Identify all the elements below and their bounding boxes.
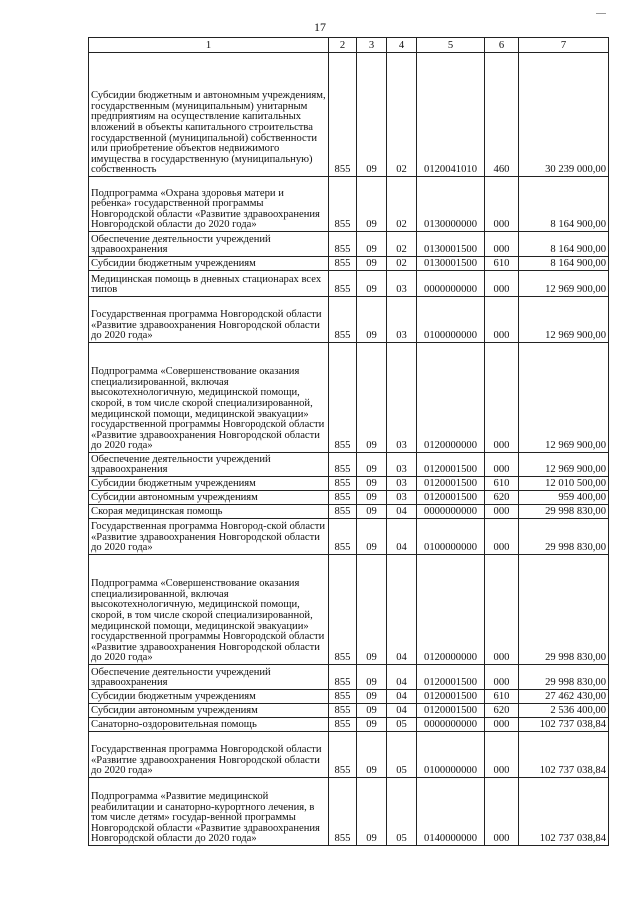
row-expense-type: 000 bbox=[485, 232, 519, 257]
row-ministry: 855 bbox=[329, 505, 357, 519]
row-subsection: 03 bbox=[387, 477, 417, 491]
row-target: 0120001500 bbox=[417, 477, 485, 491]
row-ministry: 855 bbox=[329, 519, 357, 555]
row-name: Обеспечение деятельности учреждений здравоохранения bbox=[89, 453, 329, 477]
row-subsection: 04 bbox=[387, 555, 417, 665]
row-ministry: 855 bbox=[329, 732, 357, 778]
row-target: 0120001500 bbox=[417, 453, 485, 477]
row-amount: 27 462 430,00 bbox=[519, 690, 609, 704]
row-section: 09 bbox=[357, 665, 387, 690]
row-subsection: 03 bbox=[387, 453, 417, 477]
row-subsection: 05 bbox=[387, 732, 417, 778]
row-name: Государственная программа Новгородской области «Развитие здравоохранения Новгородской области до 2020 года» bbox=[89, 732, 329, 778]
row-name: Субсидии автономным учреждениям bbox=[89, 704, 329, 718]
row-subsection: 02 bbox=[387, 53, 417, 177]
row-section: 09 bbox=[357, 343, 387, 453]
row-section: 09 bbox=[357, 232, 387, 257]
row-subsection: 02 bbox=[387, 232, 417, 257]
row-ministry: 855 bbox=[329, 718, 357, 732]
row-amount: 12 969 900,00 bbox=[519, 297, 609, 343]
table-row bbox=[89, 718, 609, 732]
row-target: 0120001500 bbox=[417, 690, 485, 704]
row-amount: 102 737 038,84 bbox=[519, 732, 609, 778]
budget-table bbox=[88, 37, 609, 846]
row-expense-type: 000 bbox=[485, 271, 519, 297]
row-subsection: 04 bbox=[387, 519, 417, 555]
row-expense-type: 000 bbox=[485, 177, 519, 232]
row-subsection: 03 bbox=[387, 271, 417, 297]
row-section: 09 bbox=[357, 690, 387, 704]
header-col-3: 3 bbox=[357, 38, 387, 53]
row-expense-type: 000 bbox=[485, 778, 519, 846]
row-ministry: 855 bbox=[329, 555, 357, 665]
row-expense-type: 000 bbox=[485, 519, 519, 555]
row-ministry: 855 bbox=[329, 232, 357, 257]
row-section: 09 bbox=[357, 704, 387, 718]
row-target: 0000000000 bbox=[417, 505, 485, 519]
table-row bbox=[89, 690, 609, 704]
table-row bbox=[89, 778, 609, 846]
row-target: 0000000000 bbox=[417, 271, 485, 297]
row-section: 09 bbox=[357, 257, 387, 271]
row-subsection: 04 bbox=[387, 704, 417, 718]
row-subsection: 03 bbox=[387, 491, 417, 505]
row-expense-type: 000 bbox=[485, 453, 519, 477]
row-ministry: 855 bbox=[329, 297, 357, 343]
row-amount: 8 164 900,00 bbox=[519, 177, 609, 232]
row-section: 09 bbox=[357, 453, 387, 477]
row-amount: 29 998 830,00 bbox=[519, 665, 609, 690]
row-subsection: 04 bbox=[387, 505, 417, 519]
row-subsection: 02 bbox=[387, 257, 417, 271]
row-amount: 8 164 900,00 bbox=[519, 232, 609, 257]
header-col-2: 2 bbox=[329, 38, 357, 53]
row-amount: 8 164 900,00 bbox=[519, 257, 609, 271]
header-col-7: 7 bbox=[519, 38, 609, 53]
row-target: 0130001500 bbox=[417, 257, 485, 271]
row-expense-type: 000 bbox=[485, 732, 519, 778]
row-expense-type: 620 bbox=[485, 704, 519, 718]
row-subsection: 04 bbox=[387, 690, 417, 704]
table-row bbox=[89, 343, 609, 453]
table-row bbox=[89, 453, 609, 477]
row-name: Медицинская помощь в дневных стационарах всех типов bbox=[89, 271, 329, 297]
table-row bbox=[89, 53, 609, 177]
row-section: 09 bbox=[357, 778, 387, 846]
table-row bbox=[89, 232, 609, 257]
row-name: Подпрограмма «Охрана здоровья матери и ребенка» государственной программы Новгородской области «Развитие здравоохранения Новгородской области до 2020 года» bbox=[89, 177, 329, 232]
row-target: 0130001500 bbox=[417, 232, 485, 257]
row-name: Государственная программа Новгородской области «Развитие здравоохранения Новгородской области до 2020 года» bbox=[89, 297, 329, 343]
row-target: 0100000000 bbox=[417, 732, 485, 778]
row-expense-type: 000 bbox=[485, 505, 519, 519]
row-subsection: 05 bbox=[387, 778, 417, 846]
page-number: 17 bbox=[314, 20, 326, 34]
row-expense-type: 610 bbox=[485, 257, 519, 271]
row-target: 0120001500 bbox=[417, 704, 485, 718]
row-section: 09 bbox=[357, 732, 387, 778]
row-section: 09 bbox=[357, 177, 387, 232]
row-expense-type: 620 bbox=[485, 491, 519, 505]
row-amount: 29 998 830,00 bbox=[519, 505, 609, 519]
table-header bbox=[89, 38, 609, 53]
row-ministry: 855 bbox=[329, 704, 357, 718]
table-row bbox=[89, 555, 609, 665]
row-subsection: 04 bbox=[387, 665, 417, 690]
row-section: 09 bbox=[357, 505, 387, 519]
row-expense-type: 610 bbox=[485, 477, 519, 491]
row-target: 0120001500 bbox=[417, 491, 485, 505]
row-amount: 959 400,00 bbox=[519, 491, 609, 505]
row-ministry: 855 bbox=[329, 53, 357, 177]
row-ministry: 855 bbox=[329, 665, 357, 690]
table-body bbox=[89, 53, 609, 846]
table-row bbox=[89, 505, 609, 519]
row-section: 09 bbox=[357, 491, 387, 505]
header-row bbox=[89, 38, 609, 53]
row-ministry: 855 bbox=[329, 343, 357, 453]
table-row bbox=[89, 704, 609, 718]
row-target: 0120000000 bbox=[417, 555, 485, 665]
row-subsection: 03 bbox=[387, 297, 417, 343]
row-amount: 102 737 038,84 bbox=[519, 718, 609, 732]
row-section: 09 bbox=[357, 555, 387, 665]
corner-mark bbox=[596, 13, 606, 14]
row-target: 0120041010 bbox=[417, 53, 485, 177]
row-expense-type: 610 bbox=[485, 690, 519, 704]
row-expense-type: 000 bbox=[485, 555, 519, 665]
row-ministry: 855 bbox=[329, 491, 357, 505]
row-subsection: 05 bbox=[387, 718, 417, 732]
row-ministry: 855 bbox=[329, 257, 357, 271]
row-amount: 12 010 500,00 bbox=[519, 477, 609, 491]
row-amount: 2 536 400,00 bbox=[519, 704, 609, 718]
row-expense-type: 000 bbox=[485, 297, 519, 343]
row-name: Субсидии бюджетным и автономным учреждениям, государственным (муниципальным) унитарным предприятиям на осуществление капитальных вложений в объекты капитального строительства государственной (муниципальной) собственности или приобретение объектов недвижимого имущества в государственную (муниципальную) собственность bbox=[89, 53, 329, 177]
row-target: 0140000000 bbox=[417, 778, 485, 846]
row-target: 0100000000 bbox=[417, 297, 485, 343]
row-ministry: 855 bbox=[329, 690, 357, 704]
row-subsection: 02 bbox=[387, 177, 417, 232]
row-subsection: 03 bbox=[387, 343, 417, 453]
row-amount: 29 998 830,00 bbox=[519, 555, 609, 665]
row-ministry: 855 bbox=[329, 271, 357, 297]
table-row bbox=[89, 177, 609, 232]
row-ministry: 855 bbox=[329, 477, 357, 491]
row-section: 09 bbox=[357, 477, 387, 491]
row-name: Санаторно-оздоровительная помощь bbox=[89, 718, 329, 732]
row-name: Субсидии автономным учреждениям bbox=[89, 491, 329, 505]
row-name: Подпрограмма «Совершенствование оказания специализированной, включая высокотехнологичную, медицинской помощи, скорой, в том числе скорой специализированной, медицинской помощи, медицинской эвакуации» государственной программы Новгородской области «Развитие здравоохранения Новгородской области до 2020 года» bbox=[89, 555, 329, 665]
header-col-4: 4 bbox=[387, 38, 417, 53]
row-ministry: 855 bbox=[329, 453, 357, 477]
row-amount: 29 998 830,00 bbox=[519, 519, 609, 555]
row-name: Субсидии бюджетным учреждениям bbox=[89, 257, 329, 271]
row-section: 09 bbox=[357, 271, 387, 297]
row-section: 09 bbox=[357, 718, 387, 732]
row-amount: 12 969 900,00 bbox=[519, 271, 609, 297]
row-section: 09 bbox=[357, 297, 387, 343]
row-amount: 12 969 900,00 bbox=[519, 453, 609, 477]
table-row bbox=[89, 477, 609, 491]
header-col-6: 6 bbox=[485, 38, 519, 53]
row-target: 0100000000 bbox=[417, 519, 485, 555]
row-name: Субсидии бюджетным учреждениям bbox=[89, 477, 329, 491]
table-row bbox=[89, 257, 609, 271]
row-expense-type: 000 bbox=[485, 343, 519, 453]
row-target: 0120000000 bbox=[417, 343, 485, 453]
row-expense-type: 460 bbox=[485, 53, 519, 177]
row-name: Обеспечение деятельности учреждений здравоохранения bbox=[89, 232, 329, 257]
row-name: Субсидии бюджетным учреждениям bbox=[89, 690, 329, 704]
row-name: Подпрограмма «Совершенствование оказания специализированной, включая высокотехнологичную, медицинской помощи, скорой, в том числе скорой специализированной, медицинской помощи, медицинской эвакуации» государственной программы Новгородской области «Развитие здравоохранения Новгородской области до 2020 года» bbox=[89, 343, 329, 453]
row-target: 0120001500 bbox=[417, 665, 485, 690]
row-expense-type: 000 bbox=[485, 718, 519, 732]
header-col-5: 5 bbox=[417, 38, 485, 53]
row-ministry: 855 bbox=[329, 177, 357, 232]
row-amount: 30 239 000,00 bbox=[519, 53, 609, 177]
table-row bbox=[89, 271, 609, 297]
table-row bbox=[89, 665, 609, 690]
row-section: 09 bbox=[357, 53, 387, 177]
table-row bbox=[89, 297, 609, 343]
row-name: Подпрограмма «Развитие медицинской реабилитации и санаторно-курортного лечения, в том числе детям» государ-венной программы Новгородской области «Развитие здравоохранения Новгородской области до 2020 года» bbox=[89, 778, 329, 846]
row-amount: 12 969 900,00 bbox=[519, 343, 609, 453]
table-row bbox=[89, 491, 609, 505]
row-name: Скорая медицинская помощь bbox=[89, 505, 329, 519]
table-row bbox=[89, 519, 609, 555]
row-name: Обеспечение деятельности учреждений здравоохранения bbox=[89, 665, 329, 690]
row-ministry: 855 bbox=[329, 778, 357, 846]
row-section: 09 bbox=[357, 519, 387, 555]
row-target: 0130000000 bbox=[417, 177, 485, 232]
table-row bbox=[89, 732, 609, 778]
row-target: 0000000000 bbox=[417, 718, 485, 732]
row-expense-type: 000 bbox=[485, 665, 519, 690]
row-amount: 102 737 038,84 bbox=[519, 778, 609, 846]
row-name: Государственная программа Новгород-ской области «Развитие здравоохранения Новгородской области до 2020 года» bbox=[89, 519, 329, 555]
header-col-1: 1 bbox=[89, 38, 329, 53]
